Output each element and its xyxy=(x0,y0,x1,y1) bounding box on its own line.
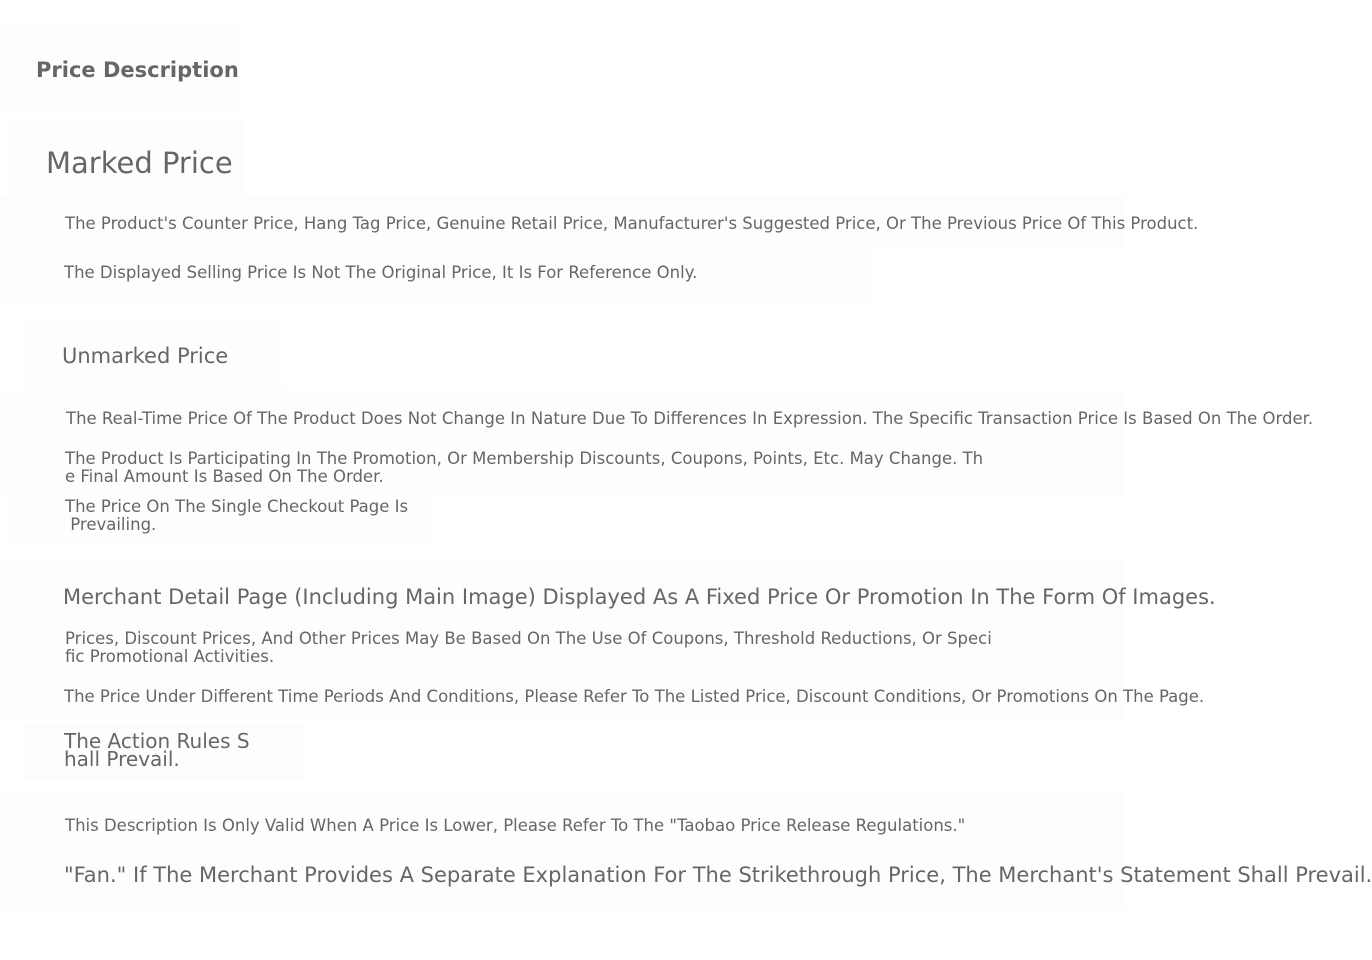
unmarked-price-line-3: The Price On The Single Checkout Page Is Prevailing. xyxy=(65,497,409,534)
unmarked-price-line-2: The Product Is Participating In The Promotion, Or Membership Discounts, Coupons, Points, Etc. May Change. Th e Final Amount Is Based On The Order. xyxy=(65,449,984,486)
unmarked-price-line-1: The Real-Time Price Of The Product Does Not Change In Nature Due To Differences In Expression. The Specific Transaction Price Is Based On The Order. xyxy=(66,409,1314,428)
merchant-line-2: The Price Under Different Time Periods And Conditions, Please Refer To The Listed Price, Discount Conditions, Or Promotions On The Page. xyxy=(64,687,1205,706)
merchant-line-1: Prices, Discount Prices, And Other Prices May Be Based On The Use Of Coupons, Threshold Reductions, Or Speci fic Promotional Activities. xyxy=(65,629,992,666)
merchant-heading: Merchant Detail Page (Including Main Image) Displayed As A Fixed Price Or Promotion In The Form Of Images. xyxy=(63,585,1216,609)
action-rules-text: The Action Rules S hall Prevail. xyxy=(64,729,250,771)
marked-price-line-2: The Displayed Selling Price Is Not The Original Price, It Is For Reference Only. xyxy=(64,263,698,282)
marked-price-line-1: The Product's Counter Price, Hang Tag Price, Genuine Retail Price, Manufacturer's Suggested Price, Or The Previous Price Of This Product. xyxy=(65,214,1199,233)
footer-line-1: This Description Is Only Valid When A Price Is Lower, Please Refer To The "Taobao Price Release Regulations." xyxy=(65,816,966,835)
page-title: Price Description xyxy=(36,58,239,82)
footer-line-2: "Fan." If The Merchant Provides A Separate Explanation For The Strikethrough Price, The Merchant's Statement Shall Prevail. xyxy=(64,863,1372,887)
marked-price-heading: Marked Price xyxy=(46,146,233,180)
footer-block xyxy=(0,792,1125,910)
unmarked-price-heading: Unmarked Price xyxy=(62,344,229,368)
